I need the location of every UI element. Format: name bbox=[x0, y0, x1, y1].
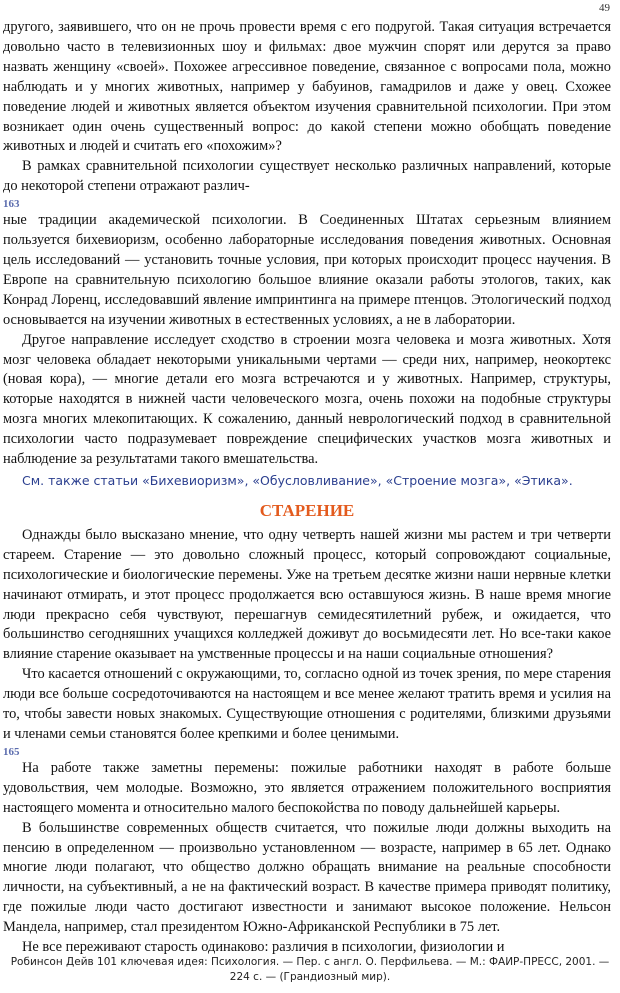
paragraph: ные традиции академической психологии. В Соединенных Штатах серьезным влиянием пользуется бихевиоризм, особенно лабораторные исследования поведения животных. Основная цель исследований — установить точные условия, при которых происходит процесс научения. В Европе на сравнительную психологию большое влияние оказали работы этологов, таких, как Конрад Лоренц, исследовавший явление импринтинга на примере птенцов. Этологический подход основывается на изучении животных в естественных условиях, а не в лаборатории. bbox=[3, 212, 611, 328]
page-text bbox=[3, 18, 611, 958]
see-also-prefix: См. также статьи bbox=[22, 472, 143, 488]
paragraph: Однажды было высказано мнение, что одну четверть нашей жизни мы растем и три четверти стареем. Старение — это довольно сложный процесс, который сопровождают социальные, психологические и биологические перемены. Уже на третьем десятке жизни наши нервные клетки начинают отмирать, и этот процесс продолжается всю оставшуюся жизнь. В наше время многие люди прекрасно себя чувствуют, перешагнув семидесятилетний рубеж, и ожидается, что большинство сегодняшних учащихся колледжей доживут до восьмидесяти лет. Но все-таки какое влияние старение оказывает на умственные процессы и на наши социальные отношения? bbox=[3, 526, 611, 663]
paragraph: В большинстве современных обществ считается, что пожилые люди должны выходить на пенсию в определенном — произвольно установленном — возрасте, например в 65 лет. Однако многие люди полагают, что общество должно обращать внимание на реальные способности личности, на субъективный, а не на фактический возраст. В качестве примера приводят политику, где пожилые люди часто достигают известности и занимают высокое положение. Нельсон Мандела, например, стал президентом Южно-Африканской Республики в 75 лет. bbox=[3, 819, 611, 936]
see-also-link[interactable]: «Этика» bbox=[514, 472, 569, 488]
paragraphs-mid bbox=[3, 211, 611, 470]
paragraph: В рамках сравнительной психологии существует несколько различных направлений, которые до некоторой степени отражают различ- bbox=[3, 158, 611, 195]
citation-line: Робинсон Дейв 101 ключевая идея: Психология. — Пер. с англ. О. Перфильева. — М.: ФАИР-ПРЕСС, 2001. — bbox=[10, 956, 610, 968]
see-also-separator: , bbox=[377, 472, 386, 488]
paragraph: Не все переживают старость одинаково: различия в психологии, физиологии и bbox=[22, 939, 505, 956]
see-also-separator: , bbox=[506, 472, 515, 488]
citation-line: 224 с. — (Грандиозный мир). bbox=[229, 971, 391, 983]
paragraphs-top bbox=[3, 18, 611, 197]
paragraph: На работе также заметны перемены: пожилые работники находят в работе больше удовольствия, чем молодые. Возможно, это является отражением положительного восприятия настоящего момента и относительно малого беспокойства по поводу дальнейшей карьеры. bbox=[3, 759, 611, 816]
see-also-link[interactable]: «Строение мозга» bbox=[385, 472, 507, 488]
page-marker: 165 bbox=[3, 745, 20, 758]
page-marker: 163 bbox=[3, 198, 20, 211]
paragraph: другого, заявившего, что он не прочь провести время с его подругой. Такая ситуация встречается довольно часто в телевизионных шоу и фильмах: двое мужчин спорят или дерутся за право назвать женщину «своей». Похожее агрессивное поведение, связанное с вопросами пола, можно наблюдать и у многих животных, например у бабуинов, гамадрилов и даже у овец. Схожее поведение людей и животных является объектом изучения сравнительной психологии. При этом возникает один очень существенный вопрос: до какой степени можно обобщать поведение животных и людей и считать его «похожим»? bbox=[3, 19, 611, 155]
section-title: СТАРЕНИЕ bbox=[259, 500, 355, 520]
citation-footer bbox=[0, 955, 620, 985]
paragraphs-bottom bbox=[3, 759, 611, 958]
paragraphs-section bbox=[3, 526, 611, 745]
see-also-link[interactable]: «Обусловливание» bbox=[252, 472, 378, 488]
see-also-separator: , bbox=[244, 472, 253, 488]
see-also-suffix: . bbox=[568, 472, 573, 488]
see-also-link[interactable]: «Бихевиоризм» bbox=[142, 472, 245, 488]
see-also bbox=[22, 471, 611, 490]
paragraph: Что касается отношений с окружающими, то, согласно одной из точек зрения, по мере старения люди все больше сосредоточиваются на настоящем и все менее желают тратить время и усилия на то, чтобы завести новых знакомых. Существующие отношения с родителями, близкими друзьями и членами семьи становятся более крепкими и более ценимыми. bbox=[3, 666, 611, 742]
page-number: 49 bbox=[599, 2, 610, 14]
paragraph: Другое направление исследует сходство в строении мозга человека и мозга животных. Хотя мозг человека обладает некоторыми уникальными чертами — среди них, например, неокортекс (новая кора), — многие детали его мозга встречаются и у животных. Например, структуры, которые находятся в нижней части человеческого мозга, очень похожи на подобные структуры мозга многих млекопитающих. К сожалению, данный неврологический подход в сравнительной психологии часто подразумевает повреждение специфических участков мозга животных и наблюдение за результатами такого вмешательства. bbox=[3, 331, 611, 468]
